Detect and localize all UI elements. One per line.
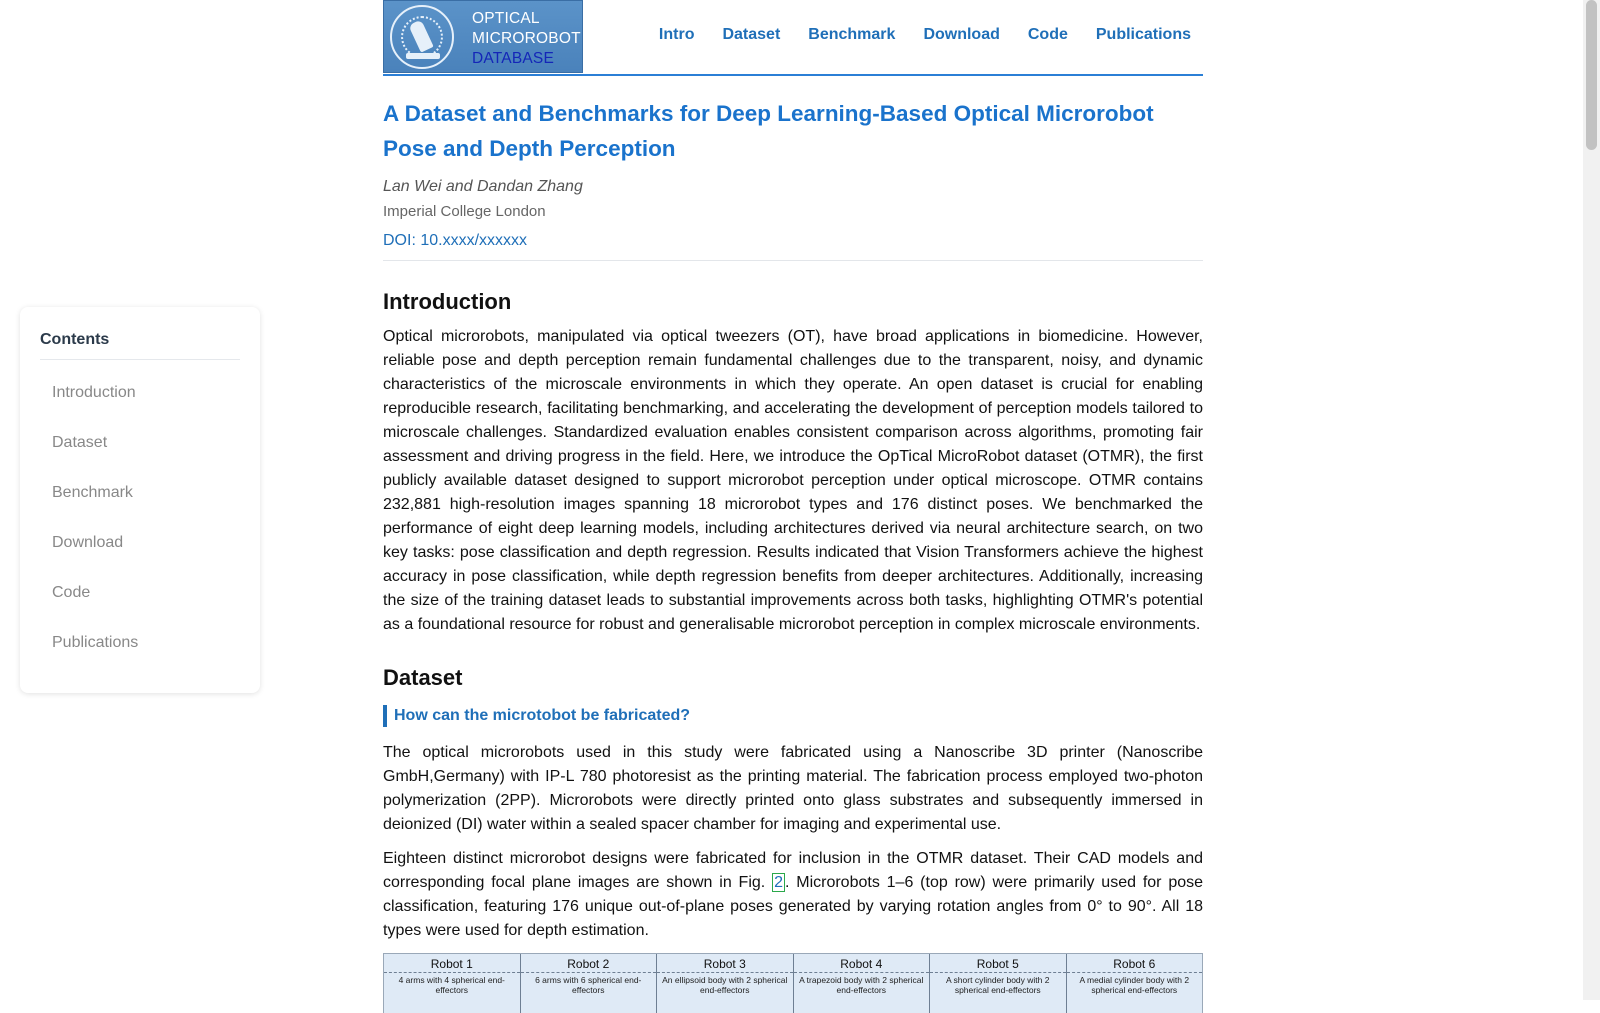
fabrication-paragraph: The optical microrobots used in this study were fabricated using a Nanoscribe 3D printer (Nanoscribe GmbH,Germany) with IP-L 780 photoresist as the printing material. The fabrication process employed two-photon polymerization (2PP). Microrobots were directly printed onto glass substrates and subsequently immersed in deionized (DI) water within a sealed spacer chamber for imaging and experimental use. [383,744,1203,833]
main-content [383,96,1203,1013]
designs-text-after: . Microrobots 1–6 (top row) were primarily used for pose classification, featuring 176 unique out-of-plane poses generated by varying rotation angles from 0° to 90°. All 18 types were used for depth estimation. [383,874,1204,939]
robot-description: A trapezoid body with 2 spherical end-effectors [799,975,924,995]
top-nav [659,26,1191,44]
designs-paragraph [383,847,1203,943]
nav-publications[interactable]: Publications [1095,26,1191,43]
nav-code[interactable]: Code [1027,26,1068,43]
toc-item-dataset[interactable]: Dataset [52,434,108,451]
microscope-emblem-icon [390,5,454,69]
robot-name: Robot 5 [930,957,1066,973]
scrollbar-thumb[interactable] [1586,0,1597,150]
logo-line-3: DATABASE [472,50,554,67]
contents-title: Contents [40,331,240,360]
nav-intro[interactable]: Intro [658,26,695,43]
page-scrollbar[interactable] [1583,0,1600,1000]
robot-cell [384,954,521,1013]
contents-sidebar [20,307,260,693]
robot-name: Robot 4 [794,957,930,973]
logo-line-2: MICROROBOT [472,30,581,47]
robot-name: Robot 2 [521,957,657,973]
robot-designs-figure [383,953,1203,1013]
logo-line-1: OPTICAL [472,10,540,27]
robot-name: Robot 1 [384,957,520,973]
paper-authors: Lan Wei and Dandan Zhang [383,178,583,195]
toc-item-benchmark[interactable]: Benchmark [52,484,133,501]
dataset-heading: Dataset [383,665,463,690]
nav-download[interactable]: Download [923,26,1000,43]
toc-item-download[interactable]: Download [52,534,124,551]
robot-description: A medial cylinder body with 2 spherical end-effectors [1079,975,1190,995]
fabrication-question: How can the microtobot be fabricated? [383,705,1203,727]
robot-description: A short cylinder body with 2 spherical end-effectors [946,975,1050,995]
toc-item-introduction[interactable]: Introduction [52,384,136,401]
meta-divider [383,260,1203,261]
site-header [383,0,1203,76]
robot-description: An ellipsoid body with 2 spherical end-effectors [662,975,788,995]
nav-dataset[interactable]: Dataset [722,26,781,43]
robot-cell [521,954,658,1013]
figure-2-reference-link[interactable]: 2 [774,874,783,891]
robot-cell [794,954,931,1013]
site-logo[interactable] [383,0,583,73]
robot-description: 4 arms with 4 spherical end-effectors [398,975,505,995]
robot-cell [1067,954,1203,1013]
robot-cell [930,954,1067,1013]
toc-item-publications[interactable]: Publications [52,634,139,651]
robot-name: Robot 6 [1067,957,1203,973]
robot-name: Robot 3 [657,957,793,973]
paper-affiliation: Imperial College London [383,203,546,220]
logo-text [472,9,581,69]
designs-text-before: Eighteen distinct microrobot designs were fabricated for inclusion in the OTMR dataset. Their CAD models and corresponding focal plane images are shown in Fig. [383,850,1203,891]
paper-title: A Dataset and Benchmarks for Deep Learning-Based Optical Microrobot Pose and Depth Perception [383,101,1154,161]
robot-description: 6 arms with 6 spherical end-effectors [535,975,642,995]
doi-link[interactable]: DOI: 10.xxxx/xxxxxx [383,232,528,249]
introduction-heading: Introduction [383,289,512,314]
robot-cell [657,954,794,1013]
toc-item-code[interactable]: Code [52,584,91,601]
introduction-text: Optical microrobots, manipulated via optical tweezers (OT), have broad applications in biomedicine. However, reliable pose and depth perception remain fundamental challenges due to the transparent, noisy, and dynamic characteristics of the microscale environments in which they operate. An open dataset is crucial for enabling reproducible research, facilitating benchmarking, and accelerating the development of perception models tailored to microscale challenges. Standardized evaluation enables consistent comparison across algorithms, promoting fair assessment and driving progress in the field. Here, we introduce the OpTical MicroRobot dataset (OTMR), the first publicly available dataset designed to support microrobot perception under optical microscope. OTMR contains 232,881 high-resolution images spanning 18 microrobot types and 176 distinct poses. We benchmarked the performance of eight deep learning models, including architectures derived via neural architecture search, on two key tasks: pose classification and depth regression. Results indicated that Vision Transformers achieve the highest accuracy in pose classification, while depth regression benefits from deeper architectures. Additionally, increasing the size of the training dataset leads to substantial improvements across both tasks, highlighting OTMR's potential as a foundational resource for robust and generalisable microrobot perception in complex microscale environments. [383,328,1203,633]
nav-benchmark[interactable]: Benchmark [808,26,896,43]
